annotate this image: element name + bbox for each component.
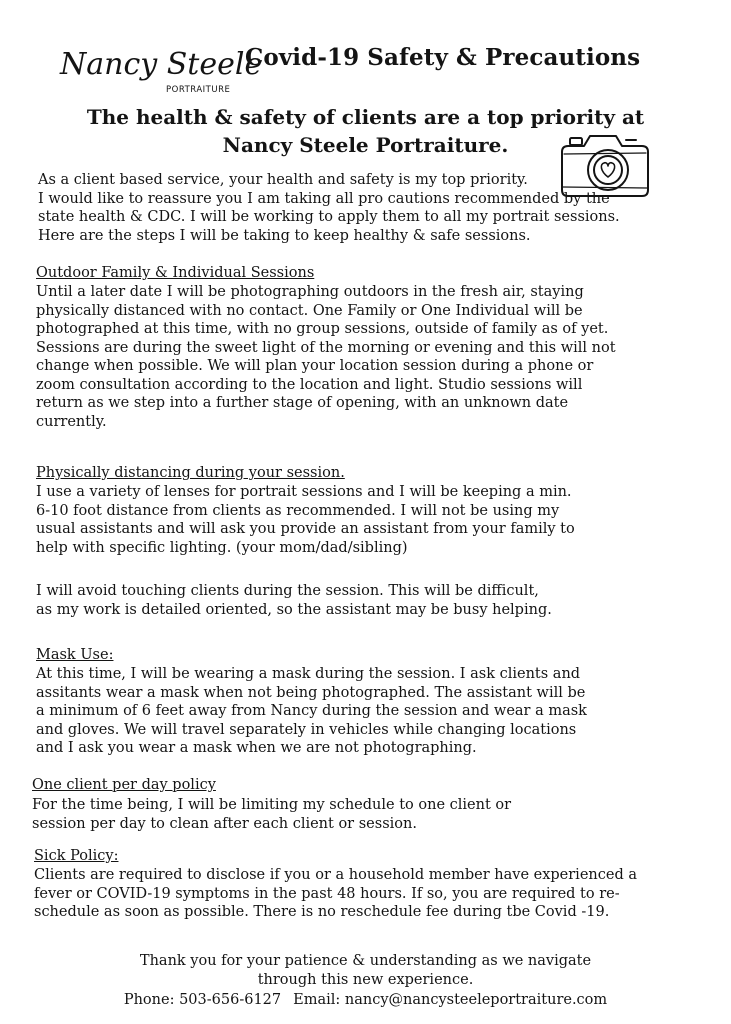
sick-line: schedule as soon as possible. There is no reschedule fee during tbe Covid -19. <box>34 904 610 920</box>
mask-line: and gloves. We will travel separately in vehicles while changing locations <box>36 721 577 738</box>
sick-paragraph <box>34 866 637 922</box>
distancing-line: help with specific lighting. (your mom/dad/sibling) <box>36 539 408 556</box>
mask-line: a minimum of 6 feet away from Nancy during the session and wear a mask <box>36 703 587 719</box>
sick-heading: Sick Policy: <box>34 848 119 864</box>
thanks-line: Thank you for your patience & understanding as we navigate <box>139 953 592 969</box>
email-address: Email: nancy@nancysteeleportraiture.com <box>293 992 608 1008</box>
one-client-heading: One client per day policy <box>32 777 216 793</box>
distancing-line: usual assistants and will ask you provide an assistant from your family to <box>36 521 575 537</box>
logo-sub: PORTRAITURE <box>166 85 231 95</box>
distancing-line: I will avoid touching clients during the session. This will be difficult, <box>36 583 539 599</box>
sick-line: fever or COVID-19 symptoms in the past 48 hours. If so, you are required to re- <box>34 885 620 902</box>
outdoor-line: currently. <box>36 413 107 430</box>
outdoor-line: Until a later date I will be photographing outdoors in the fresh air, staying <box>36 284 584 300</box>
one-client-line: session per day to clean after each client or session. <box>32 815 417 832</box>
sick-line: Clients are required to disclose if you or a household member have experienced a <box>34 867 637 883</box>
intro-line: Here are the steps I will be taking to keep healthy & safe sessions. <box>38 227 531 244</box>
headline-line: The health & safety of clients are a top priority at <box>86 105 645 129</box>
distancing-line: I use a variety of lenses for portrait sessions and I will be keeping a min. <box>36 484 572 500</box>
intro-line: state health & CDC. I will be working to apply them to all my portrait sessions. <box>38 209 620 225</box>
outdoor-paragraph <box>36 283 616 431</box>
outdoor-line: photographed at this time, with no group sessions, outside of family as of yet. <box>36 321 609 337</box>
intro-line: As a client based service, your health and safety is my top priority. <box>38 172 528 188</box>
distancing-line: 6-10 foot distance from clients as recommended. I will not be using my <box>36 502 560 519</box>
contact-info <box>0 991 731 1010</box>
one-client-paragraph <box>32 796 511 833</box>
outdoor-line: return as we step into a further stage of opening, with an unknown date <box>36 395 569 411</box>
distancing-heading: Physically distancing during your session. <box>36 465 345 481</box>
logo-name: Nancy Steele <box>60 47 263 82</box>
phone-number: Phone: 503-656-6127 <box>123 992 282 1008</box>
intro-line: I would like to reassure you I am taking all pro cautions recommended by the <box>38 190 610 207</box>
intro-paragraph <box>38 171 620 245</box>
outdoor-line: zoom consultation according to the location and light. Studio sessions will <box>36 376 583 393</box>
outdoor-line: physically distanced with no contact. One Family or One Individual will be <box>36 302 583 319</box>
mask-paragraph <box>36 665 587 758</box>
distancing-line: as my work is detailed oriented, so the assistant may be busy helping. <box>36 601 552 618</box>
outdoor-heading: Outdoor Family & Individual Sessions <box>36 265 315 281</box>
page-title: Covid-19 Safety & Precautions <box>245 44 641 71</box>
signature-logo <box>58 34 263 104</box>
distancing-paragraph-2 <box>36 582 552 619</box>
mask-line: and I ask you wear a mask when we are not photographing. <box>36 740 477 756</box>
outdoor-line: Sessions are during the sweet light of the morning or evening and this will not <box>36 339 616 356</box>
mask-line: assitants wear a mask when not being photographed. The assistant will be <box>36 684 586 701</box>
mask-line: At this time, I will be wearing a mask during the session. I ask clients and <box>36 666 581 682</box>
brand-logo <box>58 34 263 104</box>
thanks-line: through this new experience. <box>257 971 474 988</box>
distancing-paragraph <box>36 483 575 557</box>
thanks-message <box>0 952 731 989</box>
outdoor-line: change when possible. We will plan your location session during a phone or <box>36 358 594 374</box>
mask-heading: Mask Use: <box>36 647 114 663</box>
headline-line: Nancy Steele Portraiture. <box>222 133 509 157</box>
one-client-line: For the time being, I will be limiting my schedule to one client or <box>32 797 512 813</box>
